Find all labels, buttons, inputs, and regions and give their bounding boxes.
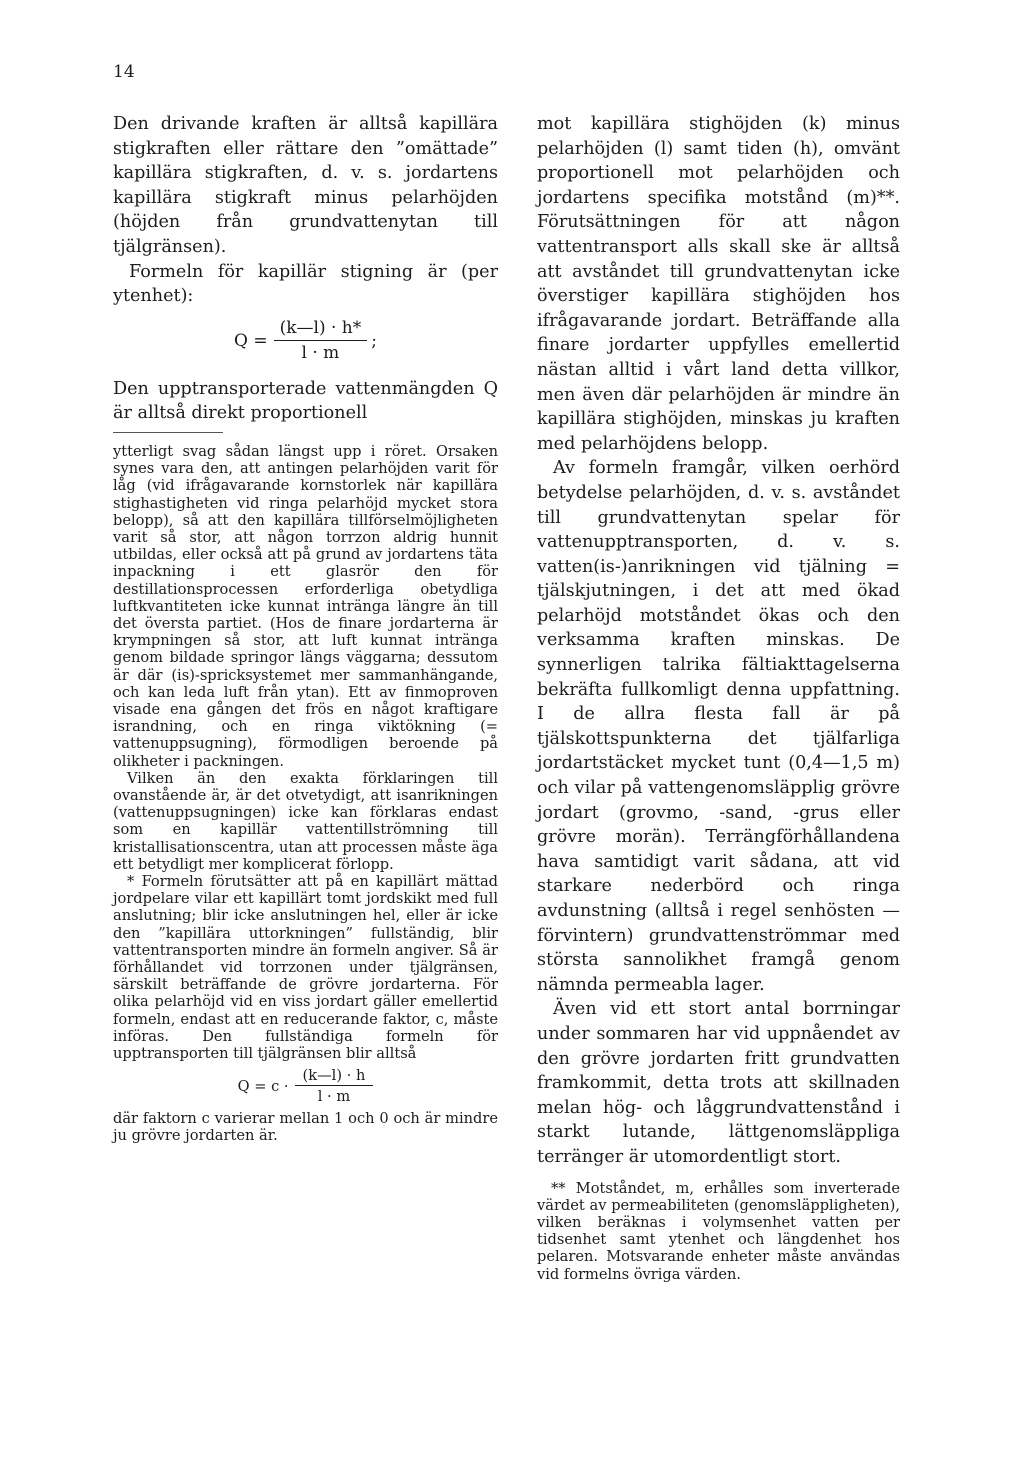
footnote-separator	[113, 432, 223, 433]
right-paragraph-3: Även vid ett stort antal borrningar under sommaren har vid uppnåendet av den grövre jordarten fritt grundvatten framkommit, detta trots att skillnaden melan hög- och låggrundvattenstånd i starkt lutande, lättgenomsläppliga terränger är utomordentligt stort.	[537, 999, 900, 1167]
footnote-explanation: Vilken än den exakta förklaringen till ovanstående är, är det otvetydigt, att isanrikningen (vattenuppsugningen) icke kan förklaras endast som en kapillär vattentillströmning till kristallisationscentra, utan att processen måste äga ett betydligt mer komplicerat förlopp.	[113, 769, 498, 873]
formula-fraction	[274, 318, 368, 363]
spacer	[537, 1170, 900, 1180]
right-column	[537, 112, 900, 1283]
body-paragraph-2: Formeln för kapillär stigning är (per ytenhet):	[113, 261, 498, 307]
left-column	[113, 112, 498, 1145]
formula-numerator: (k—l) · h*	[274, 318, 368, 341]
body-paragraph-3: Den upptransporterade vattenmängden Q är alltså direkt proportionell	[113, 378, 498, 424]
page-number: 14	[113, 62, 135, 82]
right-paragraph-2: Av formeln framgår, vilken oerhörd betydelse pelarhöjden, d. v. s. avståndet till grundvattenytan spelar för vattenupptransporten, d. v. s. vatten(is-)anrikningen vid tjälning = tjälskjutningen, i det att med ökad pelarhöjd motståndet ökas och den verksamma kraften minskas. De synnerligen talrika fältiakttagelserna bekräfta fullkomligt denna uppfattning. I de allra flesta fall är på tjälskottspunkterna det tjälfarliga jordartstäcket mycket tunt (0,4—1,5 m) och vilar på vattengenomsläpplig grövre jordart (grovmo, -sand, -grus eller grövre morän). Terrängförhållandena hava samtidigt varit sådana, att vid starkare nederbörd och ringa avdunstning (alltså i regel senhösten — förvintern) grundvattenströmmar med största sannolikhet framgå genom nämnda permeabla lager.	[537, 458, 900, 995]
body-paragraph-1: Den drivande kraften är alltså kapillära stigkraften eller rättare den ”omättade” kapillära stigkraften, d. v. s. jordartens kapillära stigkraft minus pelarhöjden (höjden från grundvattenytan till tjälgränsen).	[113, 114, 498, 257]
footnote-continued: ytterligt svag sådan längst upp i röret. Orsaken synes vara den, att antingen pelarhöjden varit för låg (vid ifrågavarande kornstorlek när kapillära stighastigheten vid ringa pelarhöjd mycket stora belopp), så att den kapillära tillförselmöjligheten varit så stor, att någon torrzon aldrig hunnit utbildas, eller också att på grund av jordartens täta inpackning i ett glasrör den för destillationsprocessen erforderliga obetydliga luftkvantiteten icke kunnat intränga längre än till det översta partiet. (Hos de finare jordarterna är krympningen så stor, att luft kunnat intränga genom bildade springor längs väggarna; dessutom är där (is)-spricksystemet mer sammanhängande, och kan leda luft från ytan). Ett av finmoproven visade ena gången det frös en något kraftigare israndning, och en ringa viktökning (= vattenuppsugning), förmodligen beroende på olikheter i packningen.	[113, 442, 498, 770]
footnote-formula-assumption: * Formeln förutsätter att på en kapillärt mättad jordpelare vilar ett kapillärt tomt jordskikt med full anslutning; blir icke anslutningen hel, eller är icke den ”kapillära uttorkningen” fullständig, blir vattentransporten mindre än formeln angiver. Så är förhållandet vid torrzonen under tjälgränsen, särskilt beträffande de grövre jordarterna. För olika pelarhöjd vid en viss jordart gäller emellertid formeln, endast att en reducerande faktor, c, måste införas. Den fullständiga formeln för upptransporten till tjälgränsen blir alltså	[113, 873, 498, 1063]
formula2-fraction	[295, 1067, 374, 1105]
formula-lhs: Q =	[234, 330, 268, 351]
formula-tail: ;	[371, 330, 377, 351]
formula-denominator: l · m	[301, 343, 340, 364]
footnote-factor-c: där faktorn c varierar mellan 1 och 0 och är mindre ju grövre jordarten är.	[113, 1110, 498, 1145]
footnote-resistance: ** Motståndet, m, erhålles som inverterade värdet av permeabiliteten (genomsläppligheten), vilken beräknas i volymsenhet vatten per tidsenhet samt ytenhet och längdenhet hos pelaren. Motsvarande enheter måste användas vid formelns övriga värden.	[537, 1179, 900, 1283]
formula-capillary-rise	[113, 315, 498, 367]
formula2-numerator: (k—l) · h	[295, 1067, 374, 1086]
formula2-denominator: l · m	[317, 1088, 351, 1106]
right-paragraph-1: mot kapillära stighöjden (k) minus pelarhöjden (l) samt tiden (h), omvänt proportionell mot pelarhöjden och jordartens specifika motstånd (m)**. Förutsättningen för att någon vattentransport alls skall ske är alltså att avståndet till grundvattenytan icke överstiger kapillära stighöjden hos ifrågavarande jordart. Beträffande alla finare jordarter uppfylles emellertid nästan alltid i vårt land detta villkor, men även där pelarhöjden är mindre än kapillära stighöjden, minskas ju kraften med pelarhöjdens belopp.	[537, 114, 900, 454]
formula2-lhs: Q = c ·	[237, 1077, 289, 1095]
formula-full-transport	[113, 1066, 498, 1106]
